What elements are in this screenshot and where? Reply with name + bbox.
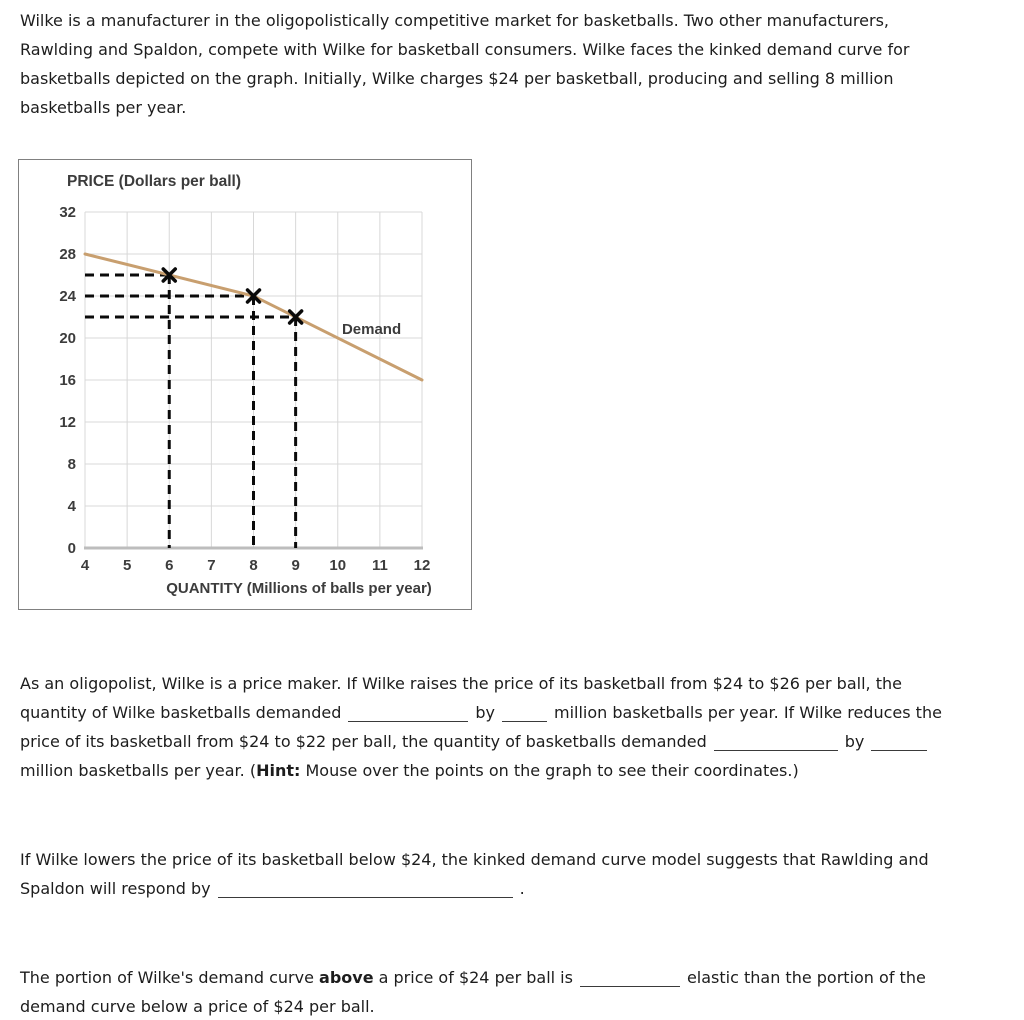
static-text: Wilke is a manufacturer in the oligopolistically competitive market for basketballs. Two other manufacturers, [20, 11, 889, 30]
static-text: elastic than the portion of the [686, 968, 926, 987]
static-text: price of its basketball from $24 to $22 per ball, the quantity of basketballs demanded [20, 732, 707, 751]
text-line [20, 756, 1024, 785]
x-tick-label: 8 [249, 557, 258, 574]
q1-blank-direction-reduce[interactable] [714, 732, 838, 751]
static-text: by [475, 703, 495, 722]
static-text: demand curve below a price of $24 per ball. [20, 997, 375, 1016]
x-tick-label: 12 [413, 557, 431, 574]
q3-blank-elasticity[interactable] [580, 968, 680, 987]
x-tick-label: 5 [122, 557, 132, 574]
q2-blank-response[interactable] [218, 879, 513, 898]
text-line [20, 963, 1024, 992]
y-tick-label: 0 [67, 540, 76, 557]
y-tick-label: 20 [59, 330, 76, 347]
static-text: If Wilke lowers the price of its basketball below $24, the kinked demand curve model suggests that Rawlding and [20, 850, 929, 869]
x-tick-label: 6 [165, 557, 174, 574]
demand-curve-label: Demand [341, 320, 402, 338]
text-line [20, 845, 1024, 874]
chart-title: PRICE (Dollars per ball) [67, 173, 241, 190]
text-line [20, 698, 1024, 727]
question-3-paragraph [20, 963, 1024, 1020]
question-1-paragraph [20, 669, 1024, 785]
text-line [20, 64, 1024, 93]
x-tick-label: 9 [291, 557, 300, 574]
static-text: by [844, 732, 865, 751]
x-tick-label: 4 [80, 557, 90, 574]
text-line [20, 992, 1024, 1020]
static-text: As an oligopolist, Wilke is a price maker. If Wilke raises the price of its basketball from $24 to $26 per ball, the [20, 674, 902, 693]
x-axis-title: QUANTITY (Millions of balls per year) [166, 580, 432, 597]
text-line [20, 35, 1024, 64]
q1-blank-direction-raise[interactable] [348, 703, 468, 722]
static-text: million basketballs per year. If Wilke reduces the [553, 703, 942, 722]
x-tick-label: 10 [329, 557, 347, 574]
static-text: . [519, 879, 525, 898]
y-tick-label: 28 [59, 246, 76, 263]
static-text: basketballs per year. [20, 98, 187, 117]
demand-graph-panel [18, 159, 472, 610]
text-line [20, 669, 1024, 698]
y-tick-label: 16 [59, 372, 76, 389]
x-tick-label: 11 [371, 557, 388, 574]
y-tick-label: 8 [67, 456, 76, 473]
text-line [20, 874, 1024, 903]
static-text: Rawlding and Spaldon, compete with Wilke for basketball consumers. Wilke faces the kinked demand curve for [20, 40, 910, 59]
text-line [20, 93, 1024, 122]
text-line [20, 6, 1024, 35]
q1-blank-amount-raise[interactable] [502, 703, 547, 722]
static-text: Spaldon will respond by [20, 879, 211, 898]
question-2-paragraph [20, 845, 1024, 903]
bold-text: Hint: [256, 761, 301, 780]
y-tick-label: 32 [59, 204, 76, 221]
static-text: Mouse over the points on the graph to see their coordinates.) [300, 761, 799, 780]
text-line [20, 727, 1024, 756]
demand-chart [19, 160, 471, 609]
static-text: million basketballs per year. ( [20, 761, 257, 780]
y-tick-label: 12 [59, 414, 76, 431]
static-text: The portion of Wilke's demand curve [20, 968, 320, 987]
static-text: quantity of Wilke basketballs demanded [20, 703, 342, 722]
bold-text: above [319, 968, 374, 987]
x-tick-label: 7 [207, 557, 216, 574]
q1-blank-amount-reduce[interactable] [871, 732, 927, 751]
static-text: a price of $24 per ball is [373, 968, 573, 987]
intro-paragraph [20, 0, 1024, 122]
static-text: basketballs depicted on the graph. Initially, Wilke charges $24 per basketball, producing and selling 8 million [20, 69, 894, 88]
y-tick-label: 4 [67, 498, 76, 515]
y-tick-label: 24 [59, 288, 76, 305]
